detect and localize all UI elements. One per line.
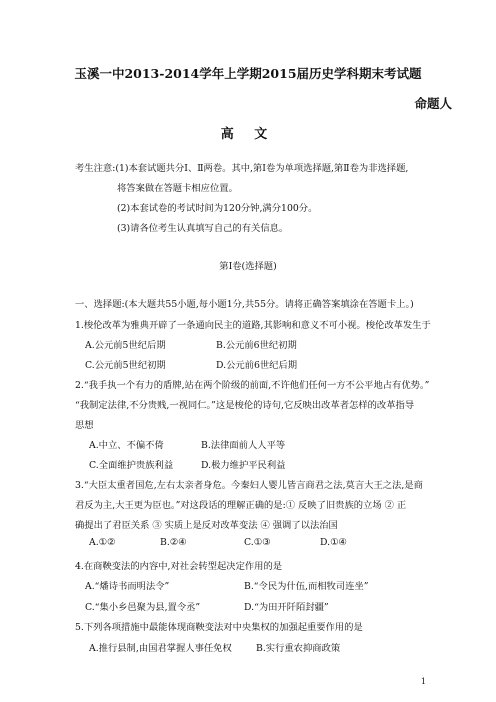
instructions: 一、选择题:(本大题共55小题,每小题1分,共55分。请将正确答案填涂在答题卡上。)	[75, 299, 414, 310]
author-name: 高 文	[220, 127, 276, 142]
q1-option-d: D.公元前6世纪后期	[216, 360, 298, 371]
q1-stem: 1.梭伦改革为雅典开辟了一条通向民主的道路,其影响和意义不可小视。梭伦改革发生于	[75, 320, 431, 331]
author-label: 命题人	[414, 96, 452, 111]
q3-option-b: B.②④	[160, 537, 187, 548]
q2-stem-2: “我制定法律,不分贵贱,一视同仁。”这是梭伦的诗句,它反映出改革者怎样的改革指导	[75, 400, 415, 411]
q5-option-b: B.实行重农抑商政策	[256, 643, 341, 654]
q2-stem-1: 2.“我手执一个有力的盾牌,站在两个阶级的前面,不许他们任何一方不公平地占有优势。”	[75, 380, 430, 391]
notice-line-3: (2)本套试卷的考试时间为120分钟,满分100分。	[117, 203, 318, 214]
q4-option-c: C.“集小乡邑聚为县,置令丞”	[85, 602, 201, 613]
q3-stem-1: 3.“大臣太重者国危,左右太亲者身危。今秦妇人婴儿皆言商君之法,莫言大王之法,是商	[75, 480, 423, 491]
q4-option-b: B.“令民为什伍,而相牧司连坐”	[244, 581, 369, 592]
q3-option-c: C.①③	[244, 537, 271, 548]
q3-stem-3: 确提出了君臣关系 ③ 实质上是反对改革变法 ④ 强调了以法治国	[75, 520, 338, 531]
q2-option-c: C.全面维护贵族利益	[89, 460, 174, 471]
q3-option-d: D.①④	[320, 537, 347, 548]
exam-title: 玉溪一中2013-2014学年上学期2015届历史学科期末考试题	[74, 66, 422, 81]
q1-option-c: C.公元前5世纪初期	[85, 360, 166, 371]
q2-option-a: A.中立、不偏不倚	[89, 440, 164, 451]
q4-option-a: A.“燔诗书而明法令”	[85, 581, 170, 592]
q5-stem: 5.下列各项措施中最能体现商鞅变法对中央集权的加强起重要作用的是	[75, 622, 363, 633]
q2-stem-3: 思想	[75, 420, 94, 431]
q3-option-a: A.①②	[89, 537, 116, 548]
notice-line-4: (3)请各位考生认真填写自己的有关信息。	[117, 223, 289, 234]
q3-stem-2: 君反为主,大王更为臣也。”对这段话的理解正确的是:① 反映了旧贵族的立场 ② 正	[75, 500, 407, 511]
page-number: 1	[420, 677, 426, 686]
q4-option-d: D.“为田开阡陌封疆”	[244, 602, 329, 613]
section-title: 第Ⅰ卷(选择题)	[219, 261, 277, 272]
q5-option-a: A.推行县制,由国君掌握人事任免权	[89, 643, 232, 654]
q1-option-b: B.公元前6世纪初期	[216, 340, 297, 351]
q2-option-b: B.法律面前人人平等	[201, 440, 286, 451]
notice-line-1: 考生注意:(1)本套试题共分Ⅰ、Ⅱ两卷。其中,第Ⅰ卷为单项选择题,第Ⅱ卷为非选择题,	[75, 163, 409, 174]
notice-line-2: 将答案做在答题卡相应位置。	[117, 183, 238, 194]
q2-option-d: D.极力维护平民利益	[201, 460, 286, 471]
q1-option-a: A.公元前5世纪后期	[85, 340, 166, 351]
q4-stem: 4.在商鞅变法的内容中,对社会转型起决定作用的是	[75, 561, 283, 572]
